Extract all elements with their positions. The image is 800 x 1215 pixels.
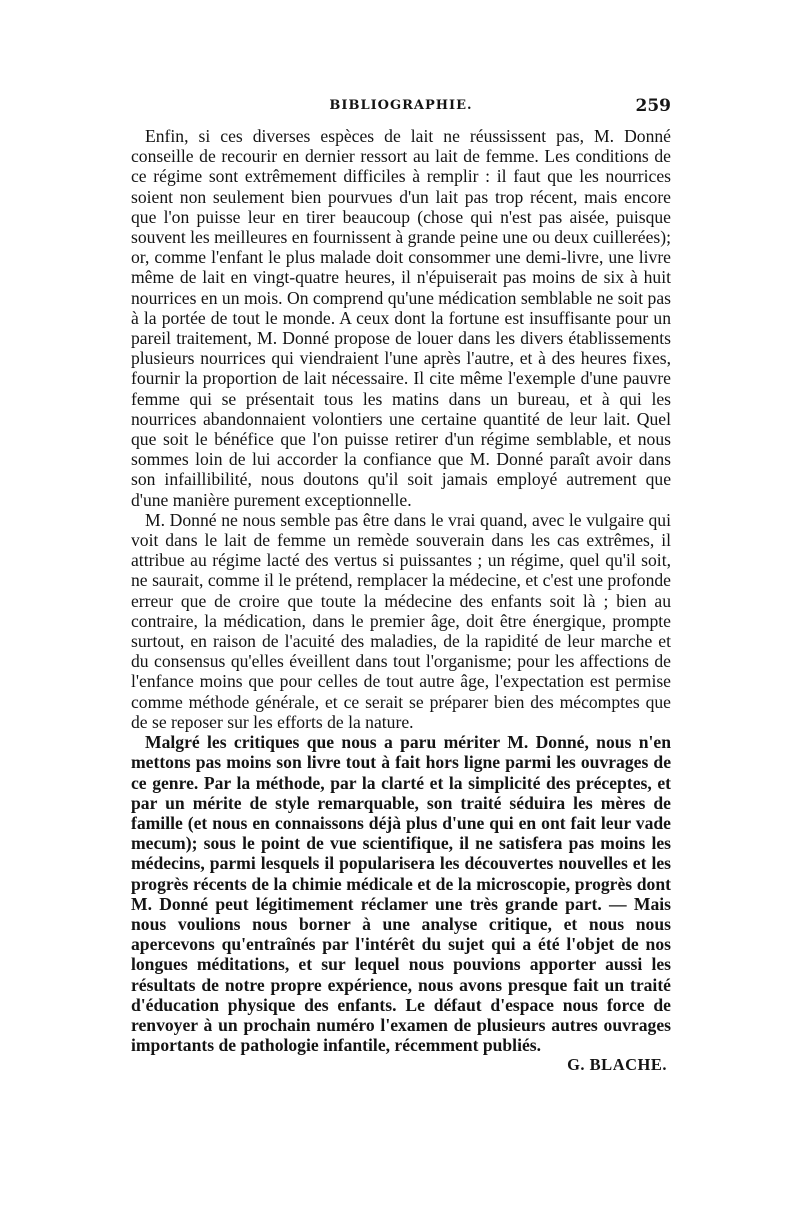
paragraph-3: Malgré les critiques que nous a paru mériter M. Donné, nous n'en mettons pas moins son livre tout à fait hors ligne parmi les ouvrages de ce genre. Par la méthode, par la clarté et la simplicité des préceptes, et par un mérite de style remarquable, son traité séduira les mères de famille (et nous en connaissons déjà plus d'une qui en ont fait leur vade mecum); sous le point de vue scientifique, il ne satisfera pas moins les médecins, parmi lesquels il popularisera les découvertes nouvelles et les progrès récents de la chimie médicale et de la microscopie, progrès dont M. Donné peut légitimement réclamer une très grande part. — Mais nous voulions nous borner à une analyse critique, et nous nous apercevons qu'entraînés par l'intérêt du sujet qui a été l'objet de nos longues méditations, et sur lequel nous pouvions apporter aussi les résultats de notre propre expérience, nous avons presque fait un traité d'éducation physique des enfants. Le défaut d'espace nous force de renvoyer à un prochain numéro l'examen de plusieurs autres ouvrages importants de pathologie infantile, récemment publiés.: [131, 732, 671, 1056]
running-head: [131, 98, 671, 122]
running-title: BIBLIOGRAPHIE.: [329, 98, 473, 113]
author-signature: G. BLACHE.: [567, 1055, 667, 1075]
book-page: [131, 98, 671, 1075]
page-number: 259: [635, 96, 671, 116]
paragraph-2: M. Donné ne nous semble pas être dans le vrai quand, avec le vulgaire qui voit dans le lait de femme un remède souverain dans les cas extrêmes, il attribue au régime lacté des vertus si puissantes ; un régime, quel qu'il soit, ne saurait, comme il le prétend, remplacer la médecine, et c'est une profonde erreur que de croire que toute la médecine des enfants soit là ; bien au contraire, la médication, dans le premier âge, doit être énergique, prompte surtout, en raison de l'acuité des maladies, de la rapidité de leur marche et du consensus qu'elles éveillent dans tout l'organisme; pour les affections de l'enfance moins que pour celles de tout autre âge, l'expectation est permise comme méthode générale, et ce serait se préparer bien des mécomptes que de se reposer sur les efforts de la nature.: [131, 509, 671, 732]
body-text: [131, 126, 671, 1055]
paragraph-1: Enfin, si ces diverses espèces de lait ne réussissent pas, M. Donné conseille de recourir en dernier ressort au lait de femme. Les conditions de ce régime sont extrêmement difficiles à remplir : il faut que les nourrices soient non seulement bien pourvues d'un lait pas trop récent, mais encore que l'on puisse leur en tirer beaucoup (chose qui n'est pas aisée, puisque souvent les meilleures en fournissent à grande peine une ou deux cuillerées); or, comme l'enfant le plus malade doit consommer une demi-livre, une livre même de lait en vingt-quatre heures, il n'épuiserait pas moins de six à huit nourrices en un mois. On comprend qu'une médication semblable ne soit pas à la portée de tout le monde. A ceux dont la fortune est insuffisante pour un pareil traitement, M. Donné propose de louer dans les divers établissements plusieurs nourrices qui viendraient l'une après l'autre, et à des heures fixes, fournir la proportion de lait nécessaire. Il cite même l'exemple d'une pauvre femme qui se présentait tous les matins dans un bureau, et à qui les nourrices abandonnaient volontiers une certaine quantité de leur lait. Quel que soit le bénéfice que l'on puisse retirer d'un régime semblable, et nous sommes loin de lui accorder la confiance que M. Donné paraît avoir dans son infaillibilité, nous doutons qu'il soit jamais employé autrement que d'une manière purement exceptionnelle.: [131, 126, 671, 510]
